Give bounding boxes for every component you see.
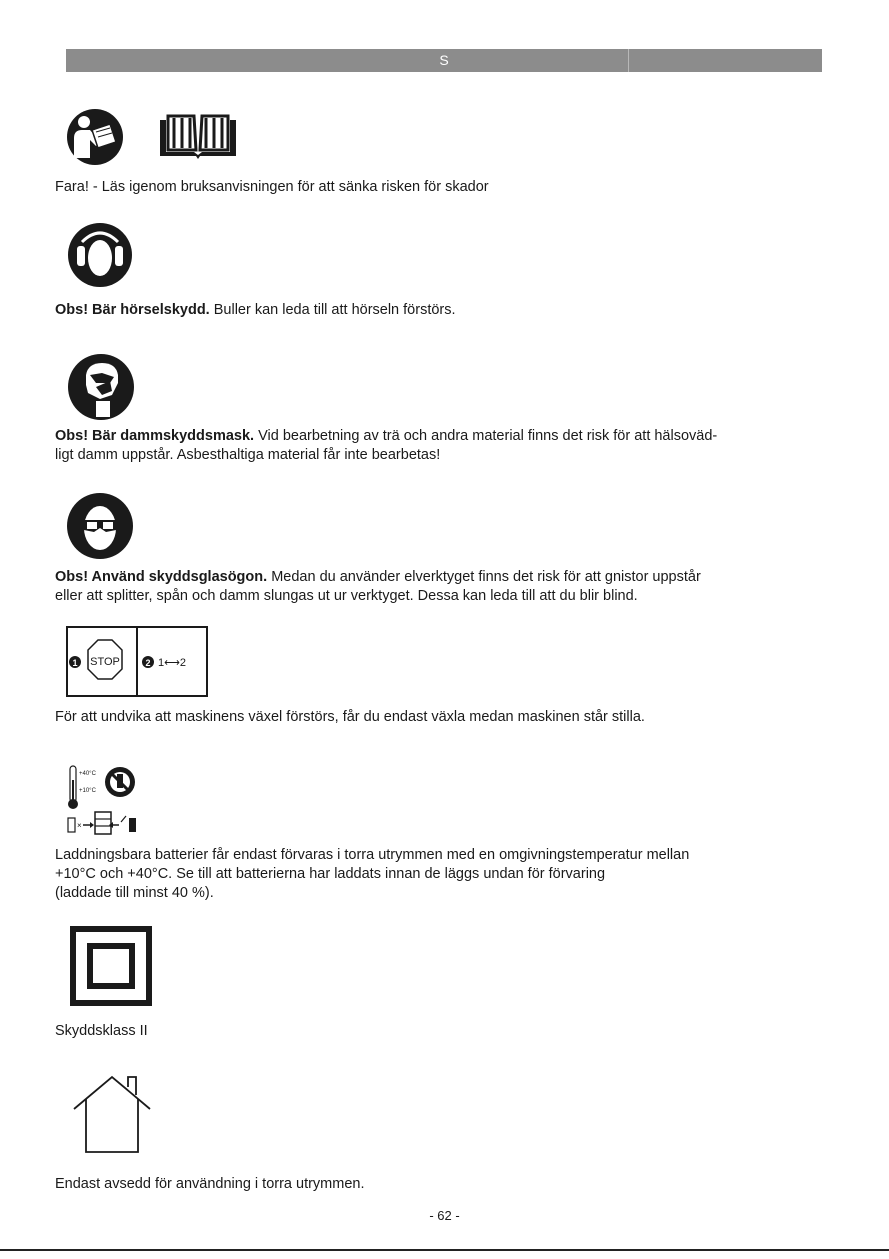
switch-label: 1⟷2 — [158, 657, 187, 669]
temp-low-label: +10°C — [79, 788, 96, 794]
open-book-icon — [158, 114, 238, 159]
step-1-label: 1 — [72, 658, 78, 668]
dust-mask-icon — [66, 353, 138, 421]
protection-class-ii-icon — [70, 926, 152, 1006]
gear-change-stop-icon — [66, 626, 208, 697]
ear-protection-icon — [66, 222, 136, 288]
step-2-label: 2 — [145, 658, 151, 668]
section-text-6: Laddningsbara batterier får endast förvaras i torra utrymmen med en omgivningstemperatur mellan +10°C och +40°C. Se till att batterierna har laddats innan de läggs undan för förvaring (laddade till minst 40 %). — [55, 847, 690, 901]
header-bar — [66, 49, 822, 72]
header-divider — [628, 49, 629, 72]
section-text-1: Fara! - Läs igenom bruksanvisningen för att sänka risken för skador — [55, 179, 489, 195]
safety-glasses-icon — [66, 492, 138, 560]
svg-text:×: × — [77, 821, 82, 830]
section-text-3: Obs! Bär dammskyddsmask. Vid bearbetning av trä och andra material finns det risk för att hälsoväd- ligt damm uppstår. Asbesthaltiga material får inte bearbetas! — [55, 428, 718, 463]
section-text-5: För att undvika att maskinens växel förstörs, får du endast växla medan maskinen står stilla. — [55, 709, 645, 725]
read-manual-icon — [66, 108, 132, 166]
section-text-8: Endast avsedd för användning i torra utrymmen. — [55, 1176, 365, 1192]
indoor-use-house-icon — [72, 1073, 154, 1155]
page-number: - 62 - — [429, 1208, 460, 1223]
cabinet-icon — [95, 812, 111, 834]
section-text-2: Obs! Bär hörselskydd. Buller kan leda till att hörseln förstörs. — [55, 302, 456, 318]
bottom-rule — [0, 1249, 889, 1251]
section-text-4: Obs! Använd skyddsglasögon. Medan du använder elverktyget finns det risk för att gnistor uppstår eller att splitter, spån och damm slungas ut ur verktyget. Dessa kan leda till att du blir blind. — [55, 569, 701, 604]
battery-icon — [68, 818, 75, 832]
section-text-7: Skyddsklass II — [55, 1023, 148, 1039]
stop-label: STOP — [90, 656, 120, 668]
temp-high-label: +40°C — [79, 771, 96, 777]
battery-storage-icon — [66, 764, 146, 836]
section-letter: S — [439, 52, 449, 68]
